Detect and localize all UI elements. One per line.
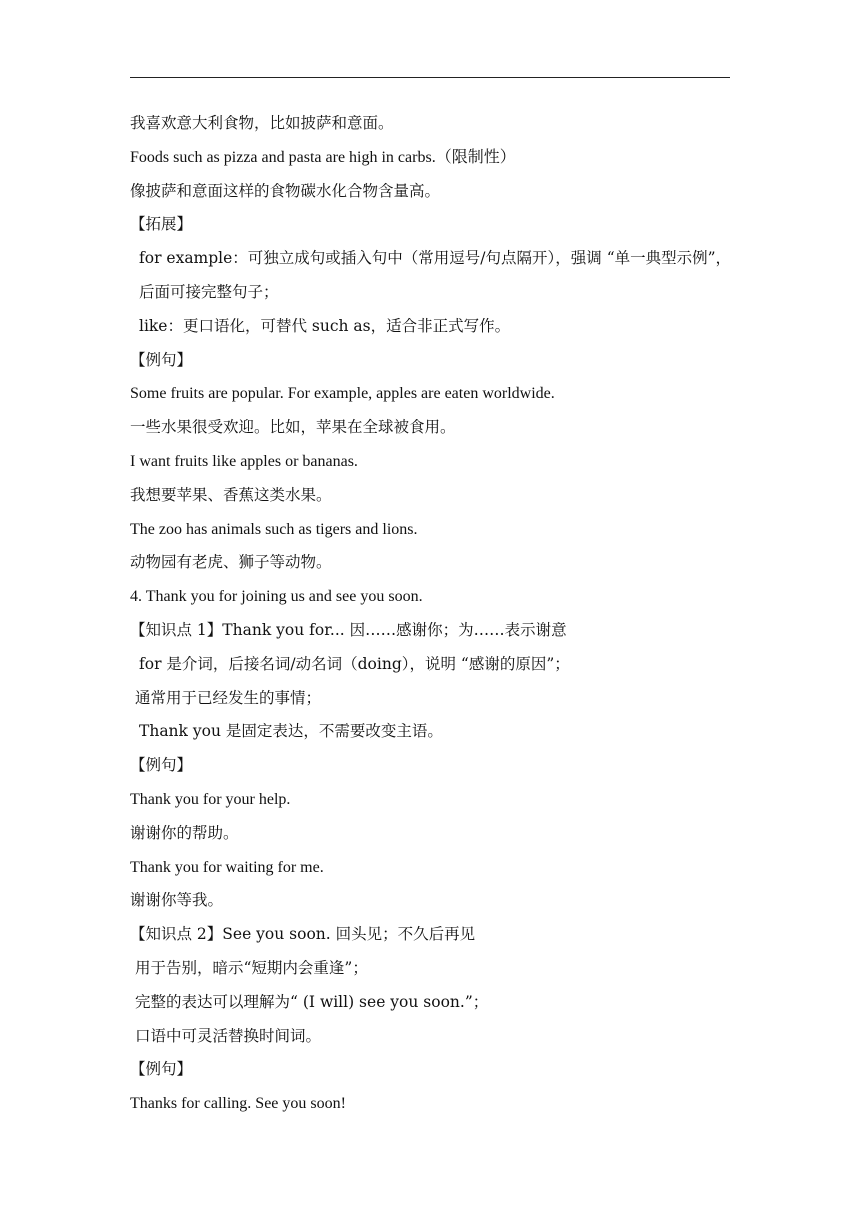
- text-line: Thanks for calling. See you soon!: [130, 1095, 346, 1113]
- header-rule: [130, 77, 730, 78]
- text-line: 我想要苹果、香蕉这类水果。: [130, 485, 332, 504]
- text-line: for 是介词，后接名词/动名词（doing），说明 “感谢的原因”；: [139, 654, 570, 673]
- text-line: 谢谢你的帮助。: [130, 823, 239, 842]
- text-line: 完整的表达可以理解为“ (I will) see you soon.”；: [135, 992, 489, 1011]
- text-line: I want fruits like apples or bananas.: [130, 452, 358, 470]
- text-line: 动物园有老虎、狮子等动物。: [130, 553, 332, 572]
- text-line: 通常用于已经发生的事情；: [135, 688, 322, 707]
- text-line: 谢谢你等我。: [130, 891, 224, 910]
- section-heading-examples: 【例句】: [130, 756, 193, 775]
- numbered-sentence: 4. Thank you for joining us and see you soon.: [130, 588, 423, 606]
- text-line: 口语中可灵活替换时间词。: [135, 1026, 322, 1045]
- section-heading-examples: 【例句】: [130, 1060, 193, 1079]
- section-heading-extension: 【拓展】: [130, 215, 193, 234]
- text-line: Thank you 是固定表达，不需要改变主语。: [139, 722, 443, 741]
- text-line: Foods such as pizza and pasta are high in carbs.（限制性）: [130, 148, 516, 166]
- knowledge-point-heading: 【知识点 1】Thank you for... 因……感谢你；为……表示谢意: [130, 620, 567, 639]
- text-line: 我喜欢意大利食物，比如披萨和意面。: [130, 114, 394, 132]
- text-line: Thank you for your help.: [130, 790, 291, 808]
- text-line: for example：可独立成句或插入句中（常用逗号/句点隔开），强调 “单一典型示例”，后面可接完整句子；: [139, 249, 732, 301]
- text-line: The zoo has animals such as tigers and lions.: [130, 520, 418, 538]
- text-line: 用于告别，暗示“短期内会重逢”；: [135, 958, 368, 977]
- text-line: Thank you for waiting for me.: [130, 858, 324, 876]
- knowledge-point-heading: 【知识点 2】See you soon. 回头见；不久后再见: [130, 925, 476, 944]
- section-heading-examples: 【例句】: [130, 350, 193, 369]
- text-line: Some fruits are popular. For example, apples are eaten worldwide.: [130, 385, 555, 403]
- text-line: 像披萨和意面这样的食物碳水化合物含量高。: [130, 181, 441, 200]
- text-line: 一些水果很受欢迎。比如，苹果在全球被食用。: [130, 418, 456, 437]
- document-body: [130, 107, 734, 1121]
- text-line: like：更口语化，可替代 such as，适合非正式写作。: [139, 316, 511, 335]
